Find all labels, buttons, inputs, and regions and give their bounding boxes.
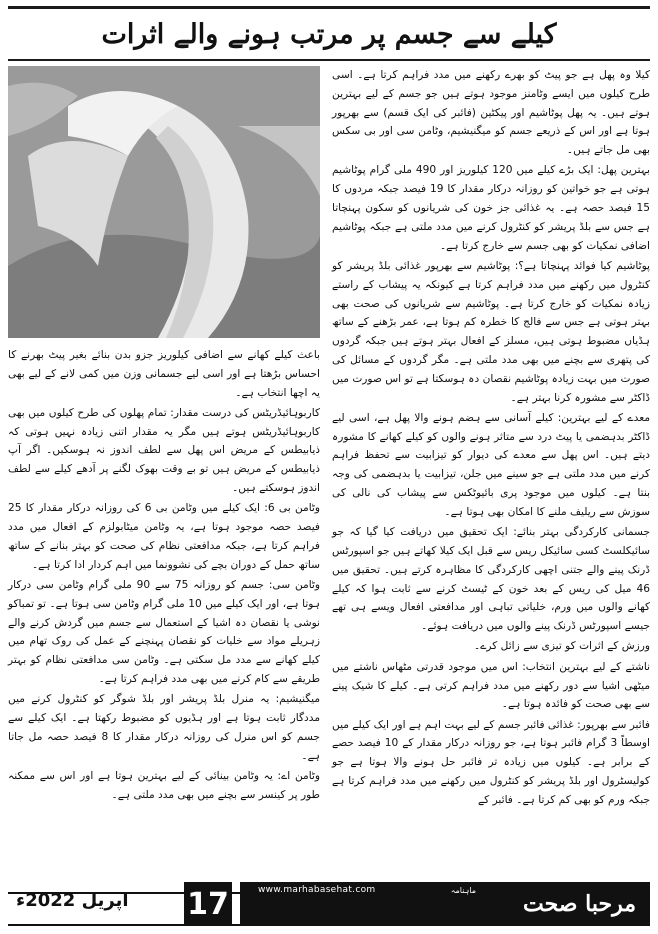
paragraph: باعث کیلے کھانے سے اضافی کیلوریز جزو بدن بنائے بغیر پیٹ بھرنے کا احساس بڑھتا ہے اور اسی لیے جسمانی وزن میں کمی لانے کے لیے بھی یہ اچھا انتخاب ہے۔ [8, 349, 320, 399]
article-column-right [332, 66, 650, 874]
paragraph: جسمانی کارکردگی بہتر بنائے: ایک تحقیق میں دریافت کیا گیا کہ جو سائیکلسٹ کسی سائیکل ریس سے قبل ایک کیلا کھاتے ہیں جو اسپورٹس ڈرنک پینے والے جتنی اچھی کارکردگی کا مظاہرہ کرتے ہیں۔ تحقیق میں 46 میل کی ریس کے بعد خون کے ٹیسٹ کرنے سے ثابت ہوا کہ کیلے کھانے والوں میں ورم، خلیاتی تباہی اور مدافعتی افعال ویسے ہی تھے جیسے اسپورٹس ڈرنک پینے والوں میں دریافت ہوئے۔ [332, 526, 650, 633]
paragraph: کیلا وہ پھل ہے جو پیٹ کو بھرے رکھنے میں مدد فراہم کرتا ہے۔ اسی طرح کیلوں میں ایسے وٹامنز موجود ہوتے ہیں جو جسم کے لیے بہترین ہوتے ہیں۔ یہ پھل پوٹاشیم اور پیکٹین (فائبر کی ایک قسم) سے بھرپور ہوتا ہے اور اس کے ذریعے جسم کو میگنیشیم، وٹامن سی اور بی سکس بھی مل جاتے ہیں۔ [332, 69, 650, 157]
magazine-name: مرحبا صحت [522, 891, 636, 917]
paragraph: وٹامن سی: جسم کو روزانہ 75 سے 90 ملی گرام وٹامن سی درکار ہوتا ہے، اور ایک کیلے میں 10 ملی گرام وٹامن سی ہوتا ہے۔ تو تمباکو نوشی یا نقصان دہ اشیا کے استعمال سے جسم میں گردش کرنے والے زہریلے مواد سے خلیات کو نقصان پہنچنے کے عمل کی روک تھام میں کیلے کھانے سے مدد مل سکتی ہے۔ وٹامن سی مدافعتی نظام کو بہتر طریقے سے کام کرنے میں بھی مدد فراہم کرتا ہے۔ [8, 579, 320, 686]
article-column-left [8, 346, 320, 874]
paragraph: ورزش کے اثرات کو تیزی سے زائل کرے۔ [474, 640, 650, 653]
paragraph: بہترین پھل: ایک بڑے کیلے میں 120 کیلوریز اور 490 ملی گرام پوٹاشیم ہوتی ہے جو خواتین کو روزانہ درکار مقدار کا 19 فیصد جبکہ مردوں کا 15 فیصد حصہ ہے۔ یہ غذائی جز خون کی شریانوں کو سکون پہنچاتا ہے جس سے بلڈ پریشر کو کنٹرول کرنے میں مدد ملتی ہے جبکہ پوٹاشیم اضافی نمکیات کو بھی جسم سے خارج کرتا ہے۔ [332, 164, 651, 252]
article-title: کیلے سے جسم پر مرتب ہونے والے اثرات [101, 18, 557, 50]
article-title-bar [8, 6, 650, 61]
paragraph: وٹامن بی 6: ایک کیلے میں وٹامن بی 6 کی روزانہ درکار مقدار کا 25 فیصد حصہ موجود ہوتا ہے، یہ وٹامن میٹابولزم کے افعال میں مدد فراہم کرتا ہے، جبکہ مدافعتی نظام کی صحت کو بہتر بنانے کے ساتھ ساتھ حمل کے دوران بچے کی نشوونما میں اہم کردار ادا کرتا ہے۔ [8, 502, 321, 571]
page-footer [8, 880, 650, 928]
page-number: 17 [184, 882, 232, 926]
magazine-tagline: ماہنامہ [450, 886, 476, 895]
paragraph: وٹامن اے: یہ وٹامن بینائی کے لیے بہترین ہوتا ہے اور اس سے ممکنہ طور پر کینسر سے بچنے میں بھی مدد ملتی ہے۔ [8, 770, 320, 801]
paragraph: ناشتے کے لیے بہترین انتخاب: اس میں موجود قدرتی مٹھاس ناشتے میں میٹھی اشیا سے دور رکھنے میں مدد فراہم کرتی ہے۔ کیلے کا شیک پینے سے بھی صحت کو فائدہ ہوتا ہے۔ [332, 660, 650, 711]
paragraph: فائبر سے بھرپور: غذائی فائبر جسم کے لیے بہت اہم ہے اور ایک کیلے میں اوسطاً 3 گرام فائبر ہوتا ہے، جو روزانہ درکار مقدار کے 10 فیصد حصے کے برابر ہے۔ کیلوں میں زیادہ تر فائبر حل ہونے والا ہوتا ہے جو کولیسٹرول اور بلڈ پریشر کو کنٹرول میں رکھنے میں مدد فراہم کرتا ہے جبکہ ورم کو بھی کم کرتا ہے۔ فائبر کے [332, 718, 650, 806]
paragraph: پوٹاشیم کیا فوائد پہنچاتا ہے؟: پوٹاشیم سے بھرپور غذائی بلڈ پریشر کو کنٹرول میں رکھنے میں مدد فراہم کرتا ہے کیونکہ یہ پیشاب کے راستے زیادہ نمکیات کو خارج کرتا ہے۔ پوٹاشیم سے شریانوں کی صحت بھی بہتر ہوتی ہے جس سے فالج کا خطرہ کم ہوتا ہے، عمر بڑھنے کے ساتھ ہڈیاں مضبوط ہوتی ہیں، مسلز کے افعال بہتر ہوتے ہیں جبکہ گردوں کی پتھری سے بچنے میں بھی مدد ملتی ہے۔ مگر گردوں کے مسائل کی صورت میں بہت زیادہ پوٹاشیم نقصان دہ ہوسکتا ہے تو اس صورت میں ڈاکٹر سے مشورہ کرنا بہتر ہے۔ [332, 259, 650, 404]
website-link[interactable]: www.marhabasehat.com [258, 885, 376, 895]
magazine-banner [240, 882, 650, 926]
issue-date: اپریل 2022ء [16, 890, 129, 911]
paragraph: معدے کے لیے بہترین: کیلے آسانی سے ہضم ہونے والا پھل ہے، اسی لیے ڈاکٹر بدہضمی یا پیٹ درد سے متاثر ہونے والوں کو کیلے کھانے کا مشورہ دیتے ہیں۔ اس پھل سے معدے کی دیوار کو تیزابیت سے تحفظ فراہم کرنے میں مدد ملتی ہے جو سینے میں جلن، تیزابیت یا بدہضمی کی وجہ بنتا ہے۔ کیلوں میں موجود پری بائیوٹکس سے پیشاب کی نالی کی سوزش سے ریلیف ملنے کا امکان بھی ہوتا ہے۔ [332, 411, 650, 518]
banana-photo [8, 66, 320, 338]
banana-illustration [8, 66, 320, 338]
paragraph: کاربوہائیڈریٹس کی درست مقدار: تمام پھلوں کی طرح کیلوں میں بھی کاربوہائیڈریٹس ہوتے ہیں مگر یہ مقدار اتنی زیادہ نہیں ہوتی کہ ذیابیطس کے مریض اس پھل سے لطف اندوز نہ ہوسکیں۔ اگر آپ ذیابیطس کے مریض ہیں تو بے وقت بھوک لگنے پر آدھے کیلے سے لطف اندوز ہوسکتے ہیں۔ [8, 406, 320, 495]
paragraph: میگنیشیم: یہ منرل بلڈ پریشر اور بلڈ شوگر کو کنٹرول کرنے میں مددگار ثابت ہوتا ہے اور ہڈیوں کو مضبوط رکھتا ہے۔ ایک کیلے سے جسم کو اس منرل کی روزانہ درکار مقدار کا 8 فیصد حصہ مل جاتا ہے۔ [8, 693, 320, 762]
